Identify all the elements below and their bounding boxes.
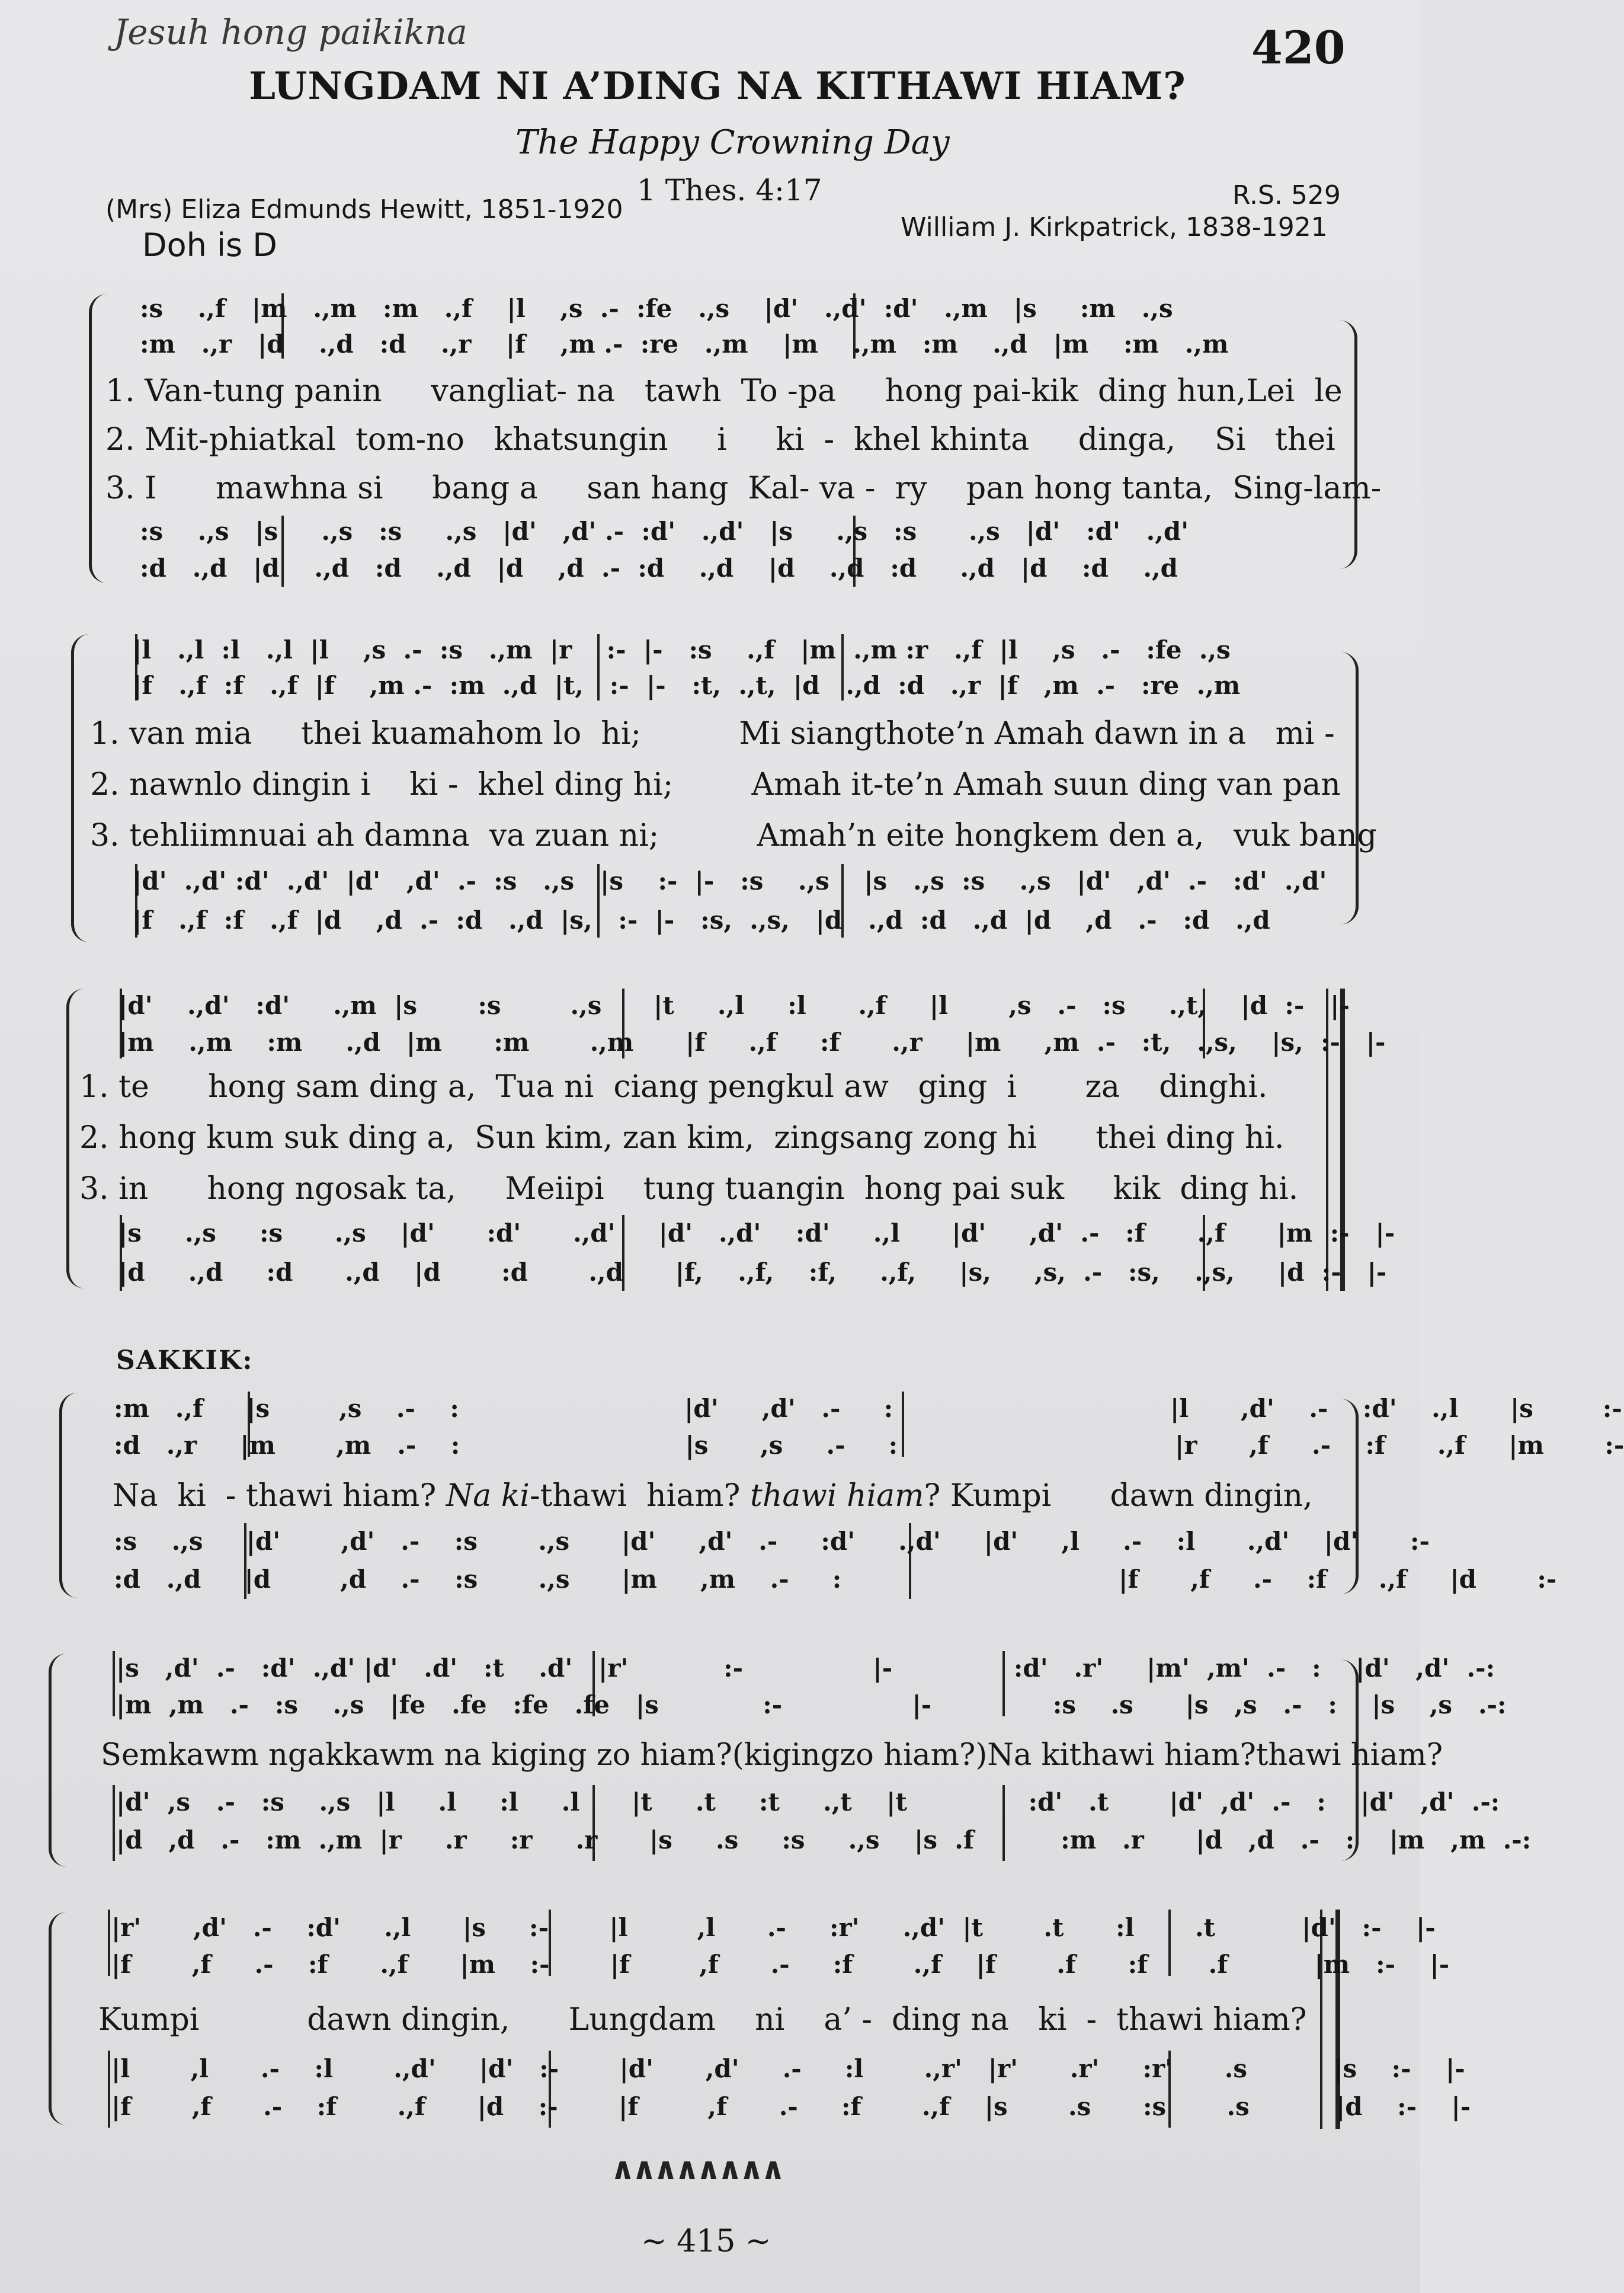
bass-line: |d .,d :d .,d |d :d .,d |f, .,f, :f, .,f, |s, ,s, .- :s, .,s, |d :- |- [118,1258,1387,1287]
verse-2-lyric: 2. Mit-phiatkal tom-no khatsungin i ki - khel khinta dinga, Si thei [105,422,1335,458]
system-2-right-brace [1340,652,1359,925]
verse-1-lyric: 1. van mia thei kuamahom lo hi; Mi siangthote’n Amah dawn in a mi - [90,716,1335,751]
soprano-line: :s .,f |m .,m :m .,f |l ,s .- :fe .,s |d' .,d' :d' .,m |s :m .,s [140,294,1173,323]
chorus-2-left-brace [49,1654,67,1867]
alto-line: :d .,r |m ,m .- : |s ,s .- : |r ,f .- :f .,f |m :- [114,1431,1624,1460]
bass-line: :d .,d |d .,d :d .,d |d ,d .- :d .,d |d .,d :d .,d |d :d .,d [140,554,1178,583]
chorus-3-left-brace [49,1912,67,2125]
bass-line: |f .,f :f .,f |d ,d .- :d .,d |s, :- |- :s, .,s, |d .,d :d .,d |d ,d .- :d .,d [133,906,1270,935]
hymn-number: 420 [1251,21,1346,74]
tenor-line: |l ,l .- :l .,d' |d' :- |d' ,d' .- :l .,r' |r' .r' :r' .s |s :- |- [111,2054,1465,2083]
tenor-line: |s .,s :s .,s |d' :d' .,d' |d' .,d' :d' .,l |d' ,d' .- :f .,f |m :- |- [118,1219,1395,1248]
author-credit: (Mrs) Eliza Edmunds Hewitt, 1851-1920 [105,194,623,225]
composer-credit: William J. Kirkpatrick, 1838-1921 [901,212,1328,242]
bass-line: :d .,d |d ,d .- :s .,s |m ,m .- : |f ,f .- :f .,f |d :- [114,1565,1557,1594]
bass-line: |d ,d .- :m .,m |r .r :r .r |s .s :s .,s |s .f :m .r |d ,d .- : |m ,m .-: [116,1825,1532,1854]
soprano-line: |d' .,d' :d' .,m |s :s .,s |t .,l :l .,f |l ,s .- :s .,t, |d :- |- [118,991,1350,1020]
alto-line: |m ,m .- :s .,s |fe .fe :fe .fe |s :- |- :s .s |s ,s .- : |s ,s .-: [116,1690,1507,1719]
soprano-line: |r' ,d' .- :d' .,l |s :- |l ,l .- :r' .,d' |t .t :l .t |d' :- |- [111,1913,1436,1942]
verse-3-lyric: 3. I mawhna si bang a san hang Kal- va - ry pan hong tanta, Sing-lam- [105,471,1382,506]
barline [113,1651,115,1716]
chorus-1-left-brace [59,1393,78,1598]
tenor-line: :s .,s |d' ,d' .- :s .,s |d' ,d' .- :d' .,d' |d' ,l .- :l .,d' |d' :- [114,1527,1430,1556]
tenor-line: |d' ,s .- :s .,s |l .l :l .l |t .t :t .,t |t :d' .t |d' ,d' .- : |d' ,d' .-: [116,1787,1500,1817]
rs-number: R.S. 529 [1232,180,1341,210]
hymn-title: LUNGDAM NI A’DING NA KITHAWI HIAM? [249,64,1186,108]
chorus-label: SAKKIK: [116,1345,254,1376]
tenor-line: :s .,s |s .,s :s .,s |d' ,d' .- :d' .,d' |s .,s :s .,s |d' :d' .,d' [140,517,1189,546]
alto-line: |m .,m :m .,d |m :m .,m |f .,f :f .,r |m ,m .- :t, .,s, |s, :- |- [118,1028,1386,1057]
soprano-line: |l .,l :l .,l |l ,s .- :s .,m |r :- |- :s .,f |m .,m :r .,f |l ,s .- :fe .,s [133,635,1231,664]
bass-line: |f ,f .- :f .,f |d :- |f ,f .- :f .,f |s .s :s .s |d :- |- [111,2092,1471,2121]
tenor-line: |d' .,d' :d' .,d' |d' ,d' .- :s .,s |s :- |- :s .,s |s .,s :s .,s |d' ,d' .- :d' .,d' [133,866,1327,896]
chorus-lyric: Kumpi dawn dingin, Lungdam ni a’ - ding na ki - thawi hiam? [98,2002,1307,2038]
verse-1-lyric: 1. Van-tung panin vangliat- na tawh To -pa hong pai-kik ding hun,Lei le [105,373,1343,409]
system-1-left-brace [89,294,107,583]
system-1-right-brace [1339,320,1357,569]
verse-1-lyric: 1. te hong sam ding a, Tua ni ciang pengkul aw ging i za dinghi. [79,1069,1268,1105]
alto-line: |f .,f :f .,f |f ,m .- :m .,d |t, :- |- :t, .,t, |d .,d :d .,r |f ,m .- :re .,m [133,671,1241,700]
page-number: ~ 415 ~ [641,2224,771,2259]
alto-line: |f ,f .- :f .,f |m :- |f ,f .- :f .,f |f .f :f .f |m :- |- [111,1950,1450,1979]
barline [113,1785,115,1861]
chorus-lyric: Semkawm ngakkawm na kiging zo hiam?(kigingzo hiam?)Na kithawi hiam?thawi hiam? [101,1738,1443,1773]
chorus-lyric-part: -thawi hiam? [529,1478,750,1514]
verse-2-lyric: 2. nawnlo dingin i ki - khel ding hi; Amah it-te’n Amah suun ding van pan [90,767,1341,802]
hymn-subtitle: The Happy Crowning Day [515,123,950,162]
alto-line: :m .,r |d .,d :d .,r |f ,m .- :re .,m |m .,m :m .,d |m :m .,m [140,330,1229,359]
section-name: Jesuh hong paikikna [114,12,467,52]
decorative-ornament: ∧∧∧∧∧∧∧∧ [610,2151,782,2187]
soprano-line: |s ,d' .- :d' .,d' |d' .d' :t .d' |r' :- |- :d' .r' |m' ,m' .- : |d' ,d' .-: [116,1654,1495,1683]
chorus-lyric-part: Na ki - thawi hiam? [113,1478,446,1514]
chorus-lyric-part: ? Kumpi dawn dingin, [924,1478,1313,1514]
verse-2-lyric: 2. hong kum suk ding a, Sun kim, zan kim, zingsang zong hi thei ding hi. [79,1120,1285,1156]
key-signature: Doh is D [142,226,277,264]
system-2-left-brace [71,634,89,942]
barline [108,1910,110,1976]
soprano-line: :m .,f |s ,s .- : |d' ,d' .- : |l ,d' .- :d' .,l |s :- [114,1394,1622,1423]
barline [108,2051,110,2128]
chorus-lyric-italic: Na ki [446,1478,530,1514]
chorus-lyric-italic: thawi hiam [749,1478,924,1514]
scripture-reference: 1 Thes. 4:17 [637,173,822,207]
verse-3-lyric: 3. tehliimnuai ah damna va zuan ni; Amah’n eite hongkem den a, vuk bang [90,818,1377,853]
chorus-lyric [113,1478,1313,1514]
verse-3-lyric: 3. in hong ngosak ta, Meiipi tung tuangin hong pai suk kik ding hi. [79,1171,1299,1207]
